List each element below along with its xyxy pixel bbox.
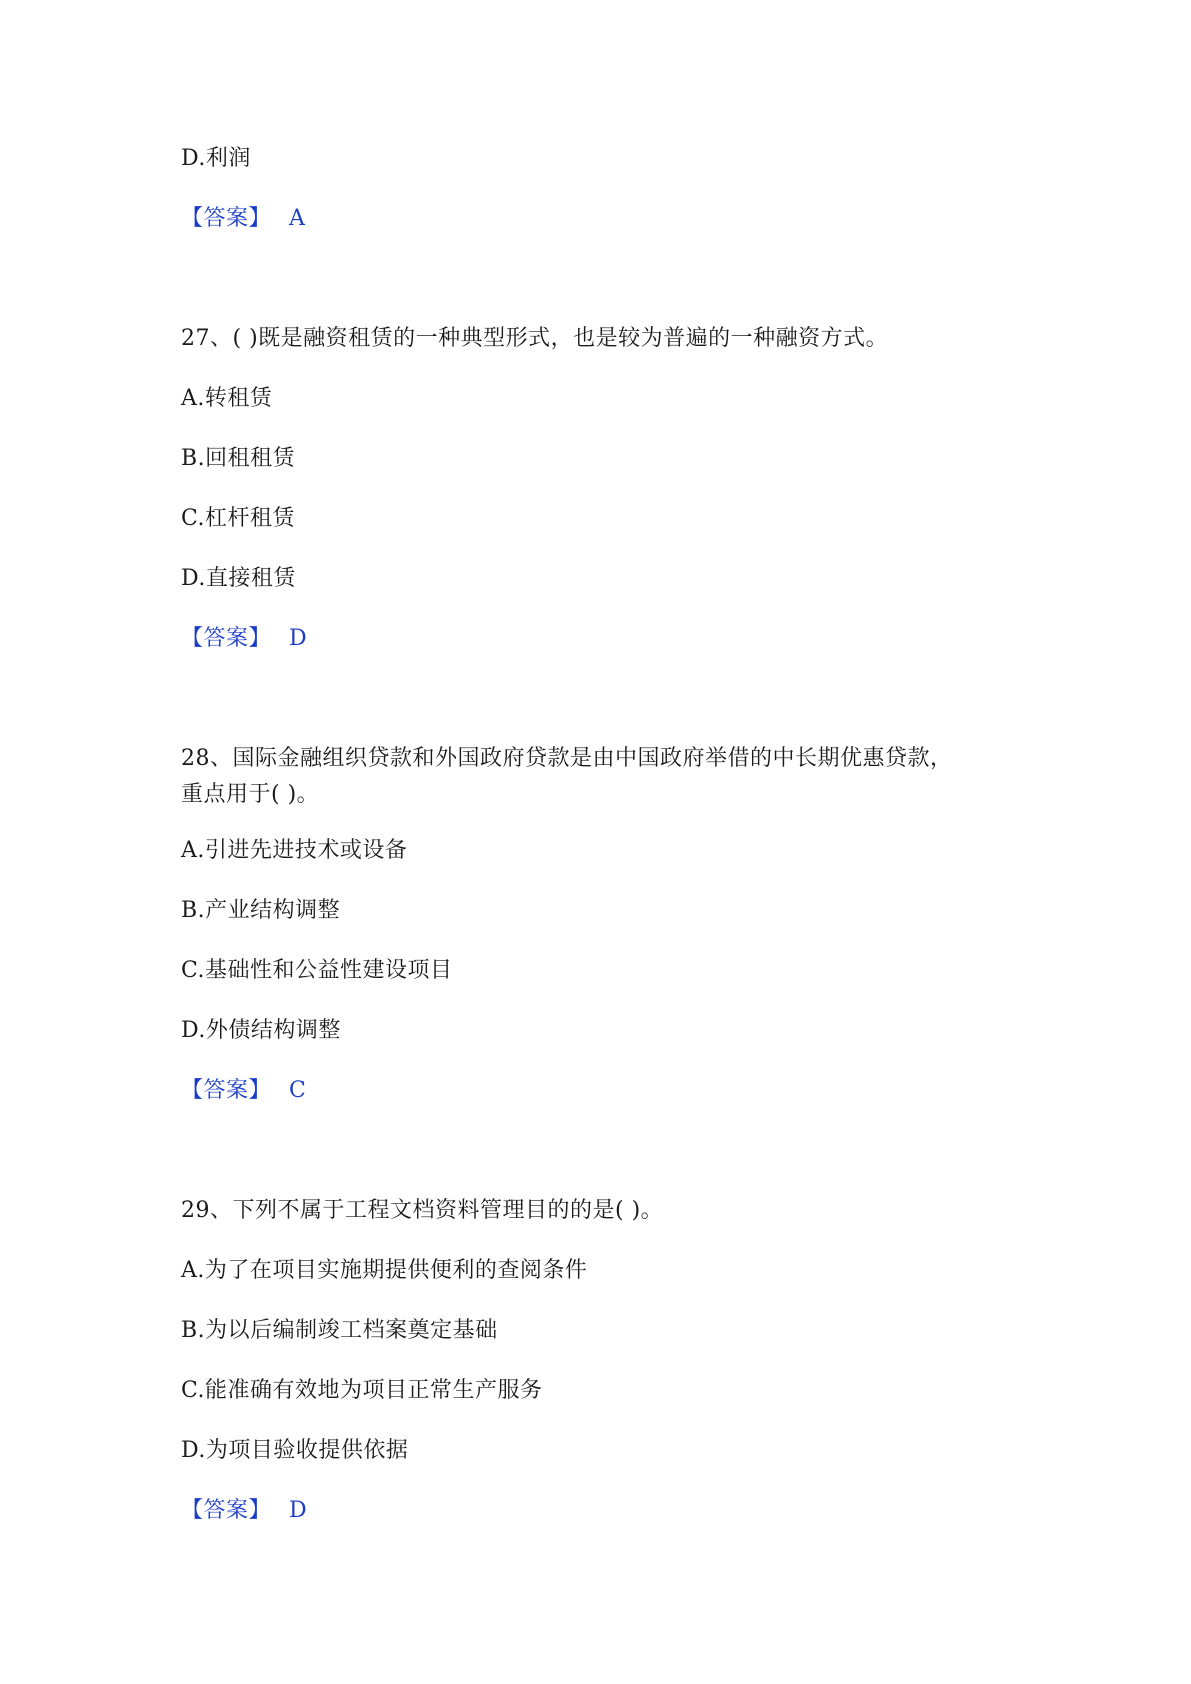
answer-row [181, 1496, 307, 1526]
option-item: B.产业结构调整 [181, 898, 341, 923]
answer-label: 【答案】 [181, 626, 272, 651]
question-stem: 27、( )既是融资租赁的一种典型形式，也是较为普遍的一种融资方式。 [181, 326, 889, 351]
option-item: D.为项目验收提供依据 [181, 1438, 409, 1463]
answer-label: 【答案】 [181, 1078, 272, 1103]
answer-row [181, 204, 305, 234]
question-stem: 28、国际金融组织贷款和外国政府贷款是由中国政府举借的中长期优惠贷款， [181, 746, 953, 771]
option-item: C.能准确有效地为项目正常生产服务 [181, 1378, 543, 1403]
option-item: D.外债结构调整 [181, 1018, 341, 1043]
answer-value: D [289, 1498, 308, 1523]
option-item: D.利润 [181, 146, 251, 171]
option-item: C.基础性和公益性建设项目 [181, 958, 453, 983]
answer-row [181, 1076, 306, 1106]
option-item: A.引进先进技术或设备 [181, 838, 408, 863]
option-item: A.为了在项目实施期提供便利的查阅条件 [181, 1258, 588, 1283]
answer-label: 【答案】 [181, 206, 272, 231]
answer-row [181, 624, 307, 654]
answer-value: C [289, 1078, 307, 1103]
option-item: A.转租赁 [181, 386, 273, 411]
question-stem: 29、下列不属于工程文档资料管理目的的是( )。 [181, 1198, 664, 1223]
answer-label: 【答案】 [181, 1498, 272, 1523]
option-item: B.回租租赁 [181, 446, 296, 471]
answer-value: A [289, 206, 306, 231]
answer-value: D [289, 626, 308, 651]
option-item: D.直接租赁 [181, 566, 296, 591]
question-stem-continued: 重点用于( )。 [181, 782, 320, 807]
option-item: B.为以后编制竣工档案奠定基础 [181, 1318, 498, 1343]
option-item: C.杠杆租赁 [181, 506, 296, 531]
